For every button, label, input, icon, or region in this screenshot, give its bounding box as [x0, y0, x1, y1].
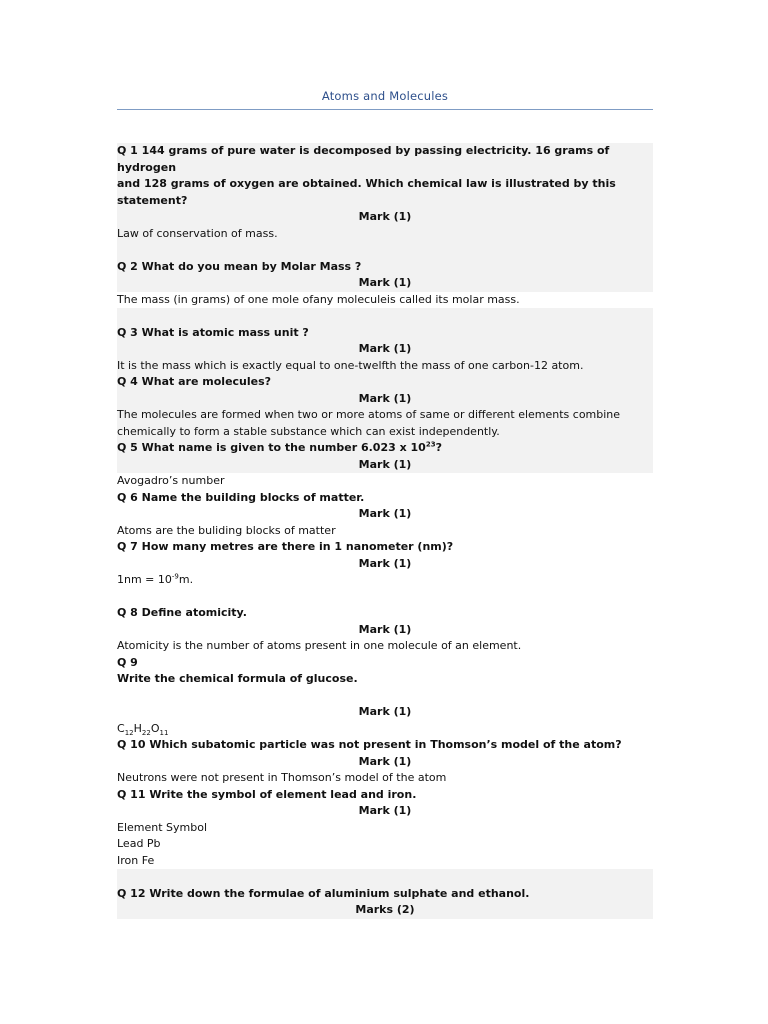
question-5 [117, 440, 653, 457]
answer-11-line-2: Lead Pb [117, 837, 161, 850]
spacer [117, 688, 653, 705]
formula-carbon-count: 12 [124, 728, 134, 737]
answer-11-line-3: Iron Fe [117, 853, 155, 867]
formula-oxygen: O [150, 721, 160, 735]
question-3-mark: Mark (1) [358, 342, 412, 355]
formula-hydrogen-count: 22 [141, 728, 151, 737]
answer-10: Neutrons were not present in Thomson’s model of the atom [117, 771, 447, 784]
answer-7 [117, 572, 653, 589]
question-2-mark: Mark (1) [358, 276, 412, 289]
question-12-mark: Marks (2) [355, 903, 415, 916]
question-1-mark: Mark (1) [358, 210, 412, 223]
question-2: Q 2 What do you mean by Molar Mass ? [117, 259, 362, 273]
question-block-3 [117, 308, 653, 473]
question-9-mark: Mark (1) [358, 705, 412, 718]
formula-hydrogen: H [133, 721, 142, 735]
answer-1: Law of conservation of mass. [117, 226, 278, 240]
document-page [117, 0, 653, 919]
question-4: Q 4 What are molecules? [117, 375, 272, 388]
answer-8: Atomicity is the number of atoms present in one molecule of an element. [117, 639, 522, 652]
spacer [117, 242, 653, 259]
question-block-12 [117, 869, 653, 919]
spacer [117, 589, 653, 606]
title-divider [117, 109, 653, 110]
spacer [117, 308, 653, 325]
question-5-mark: Mark (1) [358, 457, 412, 471]
question-9: Write the chemical formula of glucose. [117, 672, 358, 685]
answer-7-suffix: m. [178, 573, 194, 586]
question-1-line-3: statement? [117, 193, 188, 207]
answer-11-line-1: Element Symbol [117, 820, 208, 834]
question-4-mark: Mark (1) [358, 391, 412, 405]
answer-3: It is the mass which is exactly equal to one-twelfth the mass of one carbon-12 atom. [117, 358, 584, 372]
question-5-text: Q 5 What name is given to the number 6.023 x 10 [117, 441, 426, 454]
question-8: Q 8 Define atomicity. [117, 606, 247, 619]
question-7: Q 7 How many metres are there in 1 nanometer (nm)? [117, 540, 454, 553]
question-6: Q 6 Name the building blocks of matter. [117, 490, 365, 504]
answer-4-line-1: The molecules are formed when two or more atoms of same or different elements combine [117, 408, 621, 421]
question-1-line-1: Q 1 144 grams of pure water is decomposed by passing electricity. 16 grams of hydrogen [117, 144, 610, 174]
formula-oxygen-count: 11 [159, 728, 169, 737]
questions-list [117, 143, 653, 919]
question-5-exponent: 23 [425, 440, 436, 449]
answer-2: The mass (in grams) of one mole ofany moleculeis called its molar mass. [117, 292, 520, 306]
answer-5: Avogadro’s number [117, 474, 225, 487]
question-10-mark: Mark (1) [358, 754, 412, 768]
document-title: Atoms and Molecules [321, 89, 449, 103]
question-6-mark: Mark (1) [358, 507, 412, 520]
formula-carbon: C [117, 721, 125, 735]
question-8-mark: Mark (1) [358, 622, 412, 636]
question-1-line-2: and 128 grams of oxygen are obtained. Which chemical law is illustrated by this [117, 177, 616, 190]
question-10: Q 10 Which subatomic particle was not present in Thomson’s model of the atom? [117, 738, 622, 751]
question-block-1 [117, 143, 653, 292]
answer-6: Atoms are the buliding blocks of matter [117, 523, 336, 537]
question-11: Q 11 Write the symbol of element lead and iron. [117, 787, 417, 801]
answer-7-text: 1nm = 10 [117, 573, 172, 586]
answer-7-exponent: -9 [171, 572, 179, 581]
answer-9-formula [117, 721, 653, 738]
question-11-mark: Mark (1) [358, 804, 412, 817]
question-7-mark: Mark (1) [358, 556, 412, 570]
question-3: Q 3 What is atomic mass unit ? [117, 325, 309, 339]
question-9-label: Q 9 [117, 655, 138, 669]
question-12: Q 12 Write down the formulae of aluminium sulphate and ethanol. [117, 886, 530, 900]
spacer [117, 869, 653, 886]
answer-4-line-2: chemically to form a stable substance which can exist independently. [117, 424, 500, 438]
question-5-suffix: ? [435, 441, 442, 454]
